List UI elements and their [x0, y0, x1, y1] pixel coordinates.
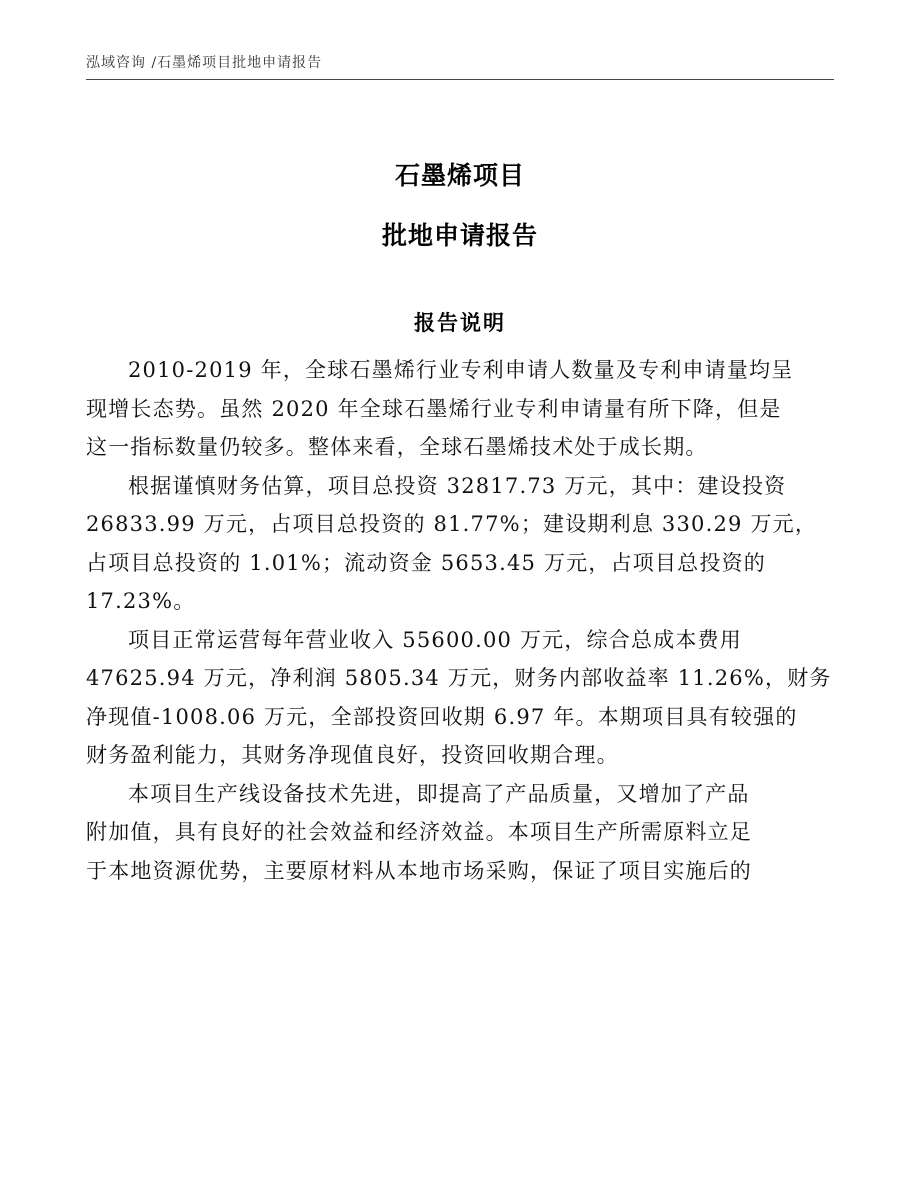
text-line: 项目正常运营每年营业收入 55600.00 万元，综合总成本费用 [128, 627, 742, 652]
paragraph-patent-trend [86, 351, 834, 467]
text-line: 这一指标数量仍较多。整体来看，全球石墨烯技术处于成长期。 [86, 435, 708, 459]
report-body [86, 351, 834, 890]
document-title-line-1: 石墨烯项目 [394, 161, 525, 190]
text-line: 根据谨慎财务估算，项目总投资 32817.73 万元，其中：建设投资 [128, 473, 787, 498]
text-line: 净现值-1008.06 万元，全部投资回收期 6.97 年。本期项目具有较强的 [86, 704, 798, 729]
document-title-line-2: 批地申请报告 [381, 221, 538, 250]
text-line: 现增长态势。虽然 2020 年全球石墨烯行业专利申请量有所下降，但是 [86, 396, 782, 421]
text-line: 财务盈利能力，其财务净现值良好，投资回收期合理。 [86, 743, 619, 767]
text-line: 26833.99 万元，占项目总投资的 81.77%；建设期利息 330.29 万元， [86, 512, 818, 536]
paragraph-production [86, 775, 834, 891]
text-line: 17.23%。 [86, 589, 196, 613]
section-heading: 报告说明 [414, 311, 506, 335]
text-line: 2010-2019 年，全球石墨烯行业专利申请人数量及专利申请量均呈 [128, 358, 794, 382]
paragraph-investment [86, 467, 834, 621]
text-line: 于本地资源优势，主要原材料从本地市场采购，保证了项目实施后的 [86, 858, 752, 883]
running-header: 泓域咨询 /石墨烯项目批地申请报告 [86, 55, 323, 71]
text-line: 占项目总投资的 1.01%；流动资金 5653.45 万元，占项目总投资的 [86, 550, 766, 575]
text-line: 附加值，具有良好的社会效益和经济效益。本项目生产所需原料立足 [86, 820, 752, 844]
text-line: 47625.94 万元，净利润 5805.34 万元，财务内部收益率 11.26%，财务 [86, 666, 832, 690]
header-divider [86, 79, 834, 80]
paragraph-financials [86, 621, 834, 775]
text-line: 本项目生产线设备技术先进，即提高了产品质量，又增加了产品 [128, 781, 750, 806]
